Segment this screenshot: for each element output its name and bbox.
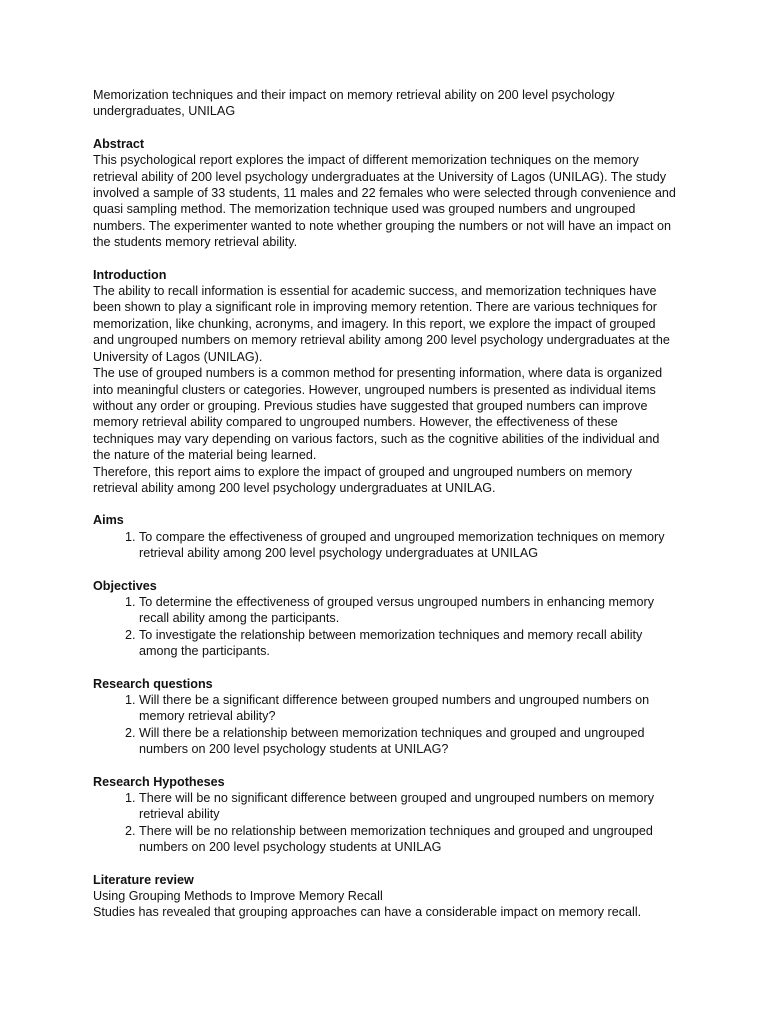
- literature-review-section: [93, 872, 678, 921]
- introduction-section: [93, 267, 678, 497]
- literature-review-heading: Literature review: [93, 872, 194, 887]
- objectives-section: [93, 578, 678, 660]
- research-hypotheses-heading: Research Hypotheses: [93, 774, 225, 789]
- literature-review-subheading: Using Grouping Methods to Improve Memory Recall: [93, 889, 383, 904]
- objectives-heading: Objectives: [93, 578, 157, 593]
- introduction-paragraph: The use of grouped numbers is a common method for presenting information, where data is organized into meaningful clusters or categories. However, ungrouped numbers is presented as individual items without any order or grouping. Previous studies have suggested that grouped numbers can improve memory retrieval ability compared to ungrouped numbers. However, the effectiveness of these techniques may vary depending on various factors, such as the cognitive abilities of the individual and the nature of the material being learned.: [93, 366, 663, 463]
- abstract-section: [93, 136, 678, 251]
- abstract-body: This psychological report explores the impact of different memorization techniques on the memory retrieval ability of 200 level psychology undergraduates at the University of Lagos (UNILAG). The study involved a sample of 33 students, 11 males and 22 females who were selected through convenience and quasi sampling method. The memorization technique used was grouped numbers and ungrouped numbers. The experimenter wanted to note whether grouping the numbers or not will have an impact on the students memory retrieval ability.: [93, 153, 676, 250]
- list-item: 2. Will there be a relationship between memorization techniques and grouped and ungrouped numbers on 200 level psychology students at UNILAG?: [139, 725, 678, 758]
- objectives-list: [93, 594, 678, 660]
- list-item: 1. To compare the effectiveness of grouped and ungrouped memorization techniques on memory retrieval ability among 200 level psychology undergraduates at UNILAG: [139, 529, 678, 562]
- list-item: 2. There will be no relationship between memorization techniques and grouped and ungrouped numbers on 200 level psychology students at UNILAG: [139, 823, 678, 856]
- introduction-paragraph: Therefore, this report aims to explore the impact of grouped and ungrouped numbers on memory retrieval ability among 200 level psychology undergraduates at UNILAG.: [93, 464, 633, 495]
- document-title: Memorization techniques and their impact on memory retrieval ability on 200 level psychology undergraduates, UNILAG: [93, 88, 615, 119]
- research-questions-section: [93, 676, 678, 758]
- list-item: 1. To determine the effectiveness of grouped versus ungrouped numbers in enhancing memory recall ability among the participants.: [139, 594, 678, 627]
- research-hypotheses-section: [93, 774, 678, 856]
- introduction-heading: Introduction: [93, 267, 167, 282]
- aims-heading: Aims: [93, 513, 124, 528]
- literature-review-body: Studies has revealed that grouping approaches can have a considerable impact on memory recall.: [93, 905, 642, 920]
- introduction-paragraph: The ability to recall information is essential for academic success, and memorization techniques have been shown to play a significant role in improving memory retention. There are various techniques for memorization, like chunking, acronyms, and imagery. In this report, we explore the impact of grouped and ungrouped numbers on memory retrieval ability among 200 level psychology undergraduates at the University of Lagos (UNILAG).: [93, 284, 670, 364]
- aims-list: [93, 529, 678, 562]
- list-item: 1. Will there be a significant difference between grouped numbers and ungrouped numbers on memory retrieval ability?: [139, 692, 678, 725]
- research-questions-heading: Research questions: [93, 676, 213, 691]
- aims-section: [93, 512, 678, 561]
- research-questions-list: [93, 692, 678, 758]
- abstract-heading: Abstract: [93, 136, 145, 151]
- list-item: 2. To investigate the relationship between memorization techniques and memory recall ability among the participants.: [139, 627, 678, 660]
- research-hypotheses-list: [93, 790, 678, 856]
- list-item: 1. There will be no significant difference between grouped and ungrouped numbers on memory retrieval ability: [139, 790, 678, 823]
